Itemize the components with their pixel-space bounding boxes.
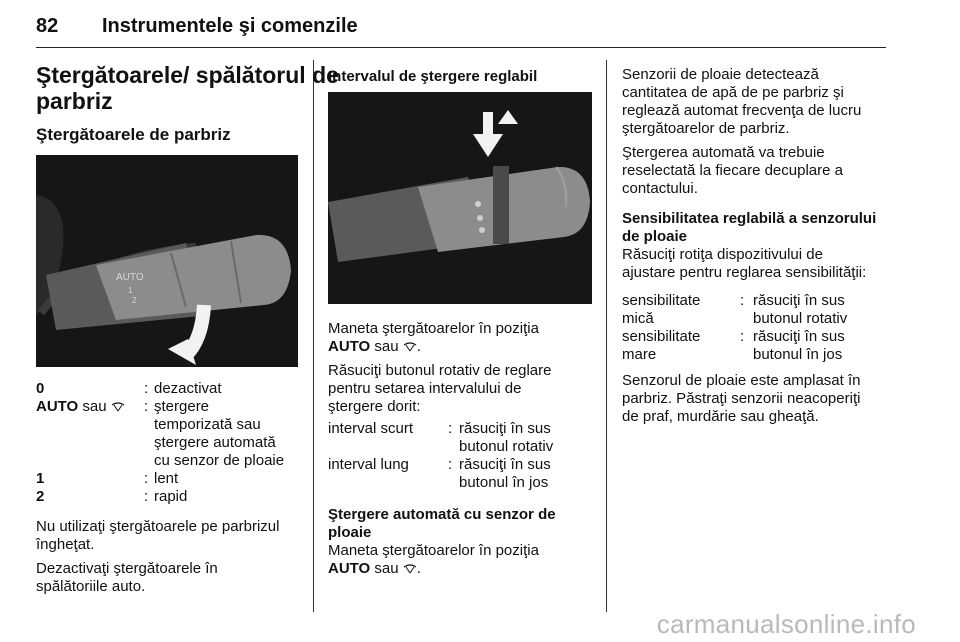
watermark: carmanualsonline.info (656, 609, 916, 639)
interval-dial-illustration (328, 92, 592, 304)
sensitivity-definitions (622, 292, 892, 364)
interval-definitions (328, 420, 598, 492)
wiper-lever-illustration (36, 155, 298, 367)
heading-auto-rain-sensor: Ştergere automată cu senzor de ploaie (328, 506, 556, 541)
def-row-auto: AUTO sau : ştergere temporizată sau ştergere automată cu senzor de ploaie (36, 398, 285, 469)
chapter-title: Instrumentele şi comenzile (102, 15, 358, 37)
arrow-down-icon (473, 110, 518, 157)
def-row-high: sensibilitate mare : răsuciţi în sus butonul în jos (622, 328, 845, 363)
heading-adjustable-interval: Intervalul de ştergere reglabil (328, 68, 538, 85)
def-row-short: interval scurt : răsuciţi în sus butonul rotativ (328, 420, 554, 455)
def-row-0: 0 : dezactivat (36, 380, 222, 397)
figure-wiper-lever (36, 155, 298, 367)
column-divider-2 (606, 60, 607, 612)
lever-label-auto: AUTO (116, 272, 144, 283)
wiper-icon (111, 402, 125, 412)
figure-interval-dial (328, 92, 592, 304)
def-row-low: sensibilitate mică : răsuciţi în sus butonul rotativ (622, 292, 848, 327)
paragraph-reselect: Ştergerea automată va trebuie reselectată la fiecare decuplare a contactului. (622, 144, 843, 197)
page-number: 82 (36, 15, 59, 37)
paragraph-car-wash: Dezactivaţi ştergătoarele în spălătoriile auto. (36, 560, 218, 595)
paragraph-rotate-wheel: Răsuciţi rotiţa dispozitivului de ajustare pentru reglarea sensibilităţii: (622, 246, 867, 281)
def-row-long: interval lung : răsuciţi în sus butonul în jos (328, 456, 551, 491)
section-title: Ştergătoarele/ spălătorul de parbriz (36, 62, 339, 114)
wiper-icon (403, 342, 417, 352)
subsection-title: Ştergătoarele de parbriz (36, 125, 231, 144)
paragraph-sensor-location: Senzorul de ploaie este amplasat în parbriz. Păstraţi senzorii neacoperiţi de praf, murdărie sau gheaţă. (622, 372, 861, 425)
lever-label-2: 2 (132, 296, 137, 305)
paragraph-lever-auto-2: Maneta ştergătoarelor în poziţia AUTO sau . (328, 542, 539, 577)
column-divider-1 (313, 60, 314, 612)
lever-label-1: 1 (128, 286, 133, 295)
paragraph-lever-auto: Maneta ştergătoarelor în poziţia AUTO sau . (328, 320, 539, 355)
heading-sensitivity: Sensibilitatea reglabilă a senzorului de ploaie (622, 210, 877, 245)
def-row-2: 2 : rapid (36, 488, 188, 505)
paragraph-rotate-dial: Răsuciţi butonul rotativ de reglare pentru setarea intervalului de ştergere dorit: (328, 362, 552, 415)
wiper-icon (403, 564, 417, 574)
paragraph-rain-sensors: Senzorii de ploaie detectează cantitatea de apă de pe parbriz şi reglează automat frecvenţa de lucru ştergătoarelor de parbriz. (622, 66, 862, 137)
paragraph-frozen-windscreen: Nu utilizaţi ştergătoarele pe parbrizul îngheţat. (36, 518, 280, 553)
header-rule (36, 47, 886, 48)
def-row-1: 1 : lent (36, 470, 179, 487)
position-definitions (36, 380, 306, 506)
